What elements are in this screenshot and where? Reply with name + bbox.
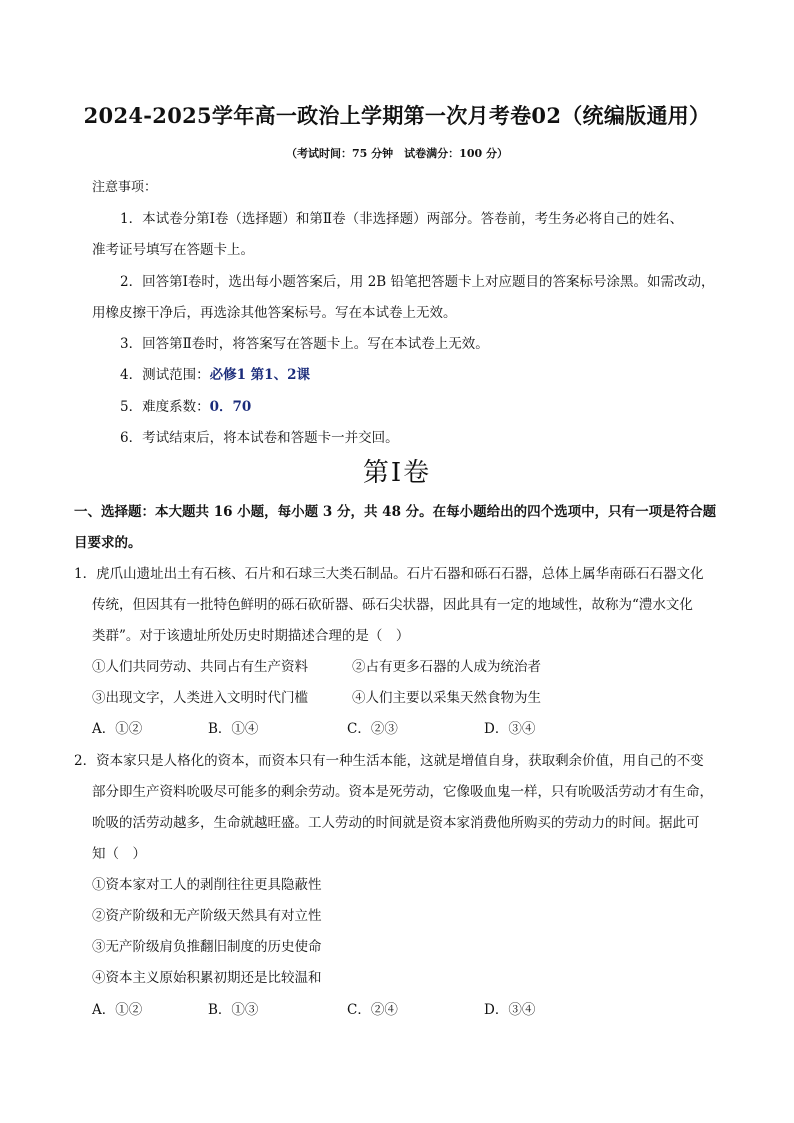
notice-heading: 注意事项：: [92, 180, 158, 195]
section-title: 第Ⅰ卷: [362, 458, 432, 488]
notice-item-4: [120, 363, 310, 383]
question-2-option-4: ④资本主义原始积累初期还是比较温和: [92, 970, 322, 986]
notice-item-2: 2．回答第Ⅰ卷时，选出每小题答案后，用 2B 铅笔把答题卡上对应题目的答案标号涂黑。如需改动，: [120, 274, 715, 290]
question-1-stem: 1．虎爪山遗址出土有石核、石片和石球三大类石制品。石片石器和砾石石器，总体上属华南砾石石器文化: [74, 566, 704, 582]
question-2-choice-d: D．③④: [484, 1002, 536, 1018]
question-1-option-3: ③出现文字，人类进入文明时代门槛: [92, 690, 308, 706]
question-1-stem-line3: 类群”。对于该遗址所处历史时期描述合理的是（ ）: [92, 628, 410, 644]
notice-item-1-cont: 准考证号填写在答题卡上。: [92, 242, 254, 258]
notice-item-5: [120, 395, 251, 415]
question-1-choice-c: C．②③: [347, 721, 398, 737]
exam-title: 2024-2025学年高一政治上学期第一次月考卷02（统编版通用）: [83, 103, 711, 128]
question-2-option-3: ③无产阶级肩负推翻旧制度的历史使命: [92, 939, 322, 955]
part-instructions-cont: 目要求的。: [74, 535, 142, 551]
question-2-stem-line4: 知（ ）: [92, 846, 146, 862]
notice-item-4-label: 4．测试范围：: [120, 367, 210, 383]
notice-item-5-label: 5．难度系数：: [120, 399, 210, 415]
question-1-option-2: ②占有更多石器的人成为统治者: [352, 659, 541, 675]
difficulty-value: 0．70: [209, 399, 252, 415]
notice-item-6: 6．考试结束后，将本试卷和答题卡一并交回。: [120, 430, 399, 446]
question-2-option-2: ②资产阶级和无产阶级天然具有对立性: [92, 908, 322, 924]
question-1-choice-a: A．①②: [92, 721, 143, 737]
question-2-choice-a: A．①②: [92, 1002, 143, 1018]
question-1-choice-b: B．①④: [208, 721, 259, 737]
question-2-choice-b: B．①③: [208, 1002, 259, 1018]
question-1-choice-d: D．③④: [484, 721, 536, 737]
exam-subtitle: （考试时间：75 分钟 试卷满分：100 分）: [286, 147, 508, 160]
part-instructions: 一、选择题：本大题共 16 小题，每小题 3 分，共 48 分。在每小题给出的四个选项中，只有一项是符合题: [74, 504, 717, 520]
question-1-option-1: ①人们共同劳动、共同占有生产资料: [92, 659, 308, 675]
notice-item-1: 1．本试卷分第Ⅰ卷（选择题）和第Ⅱ卷（非选择题）两部分。答卷前，考生务必将自己的姓名、: [120, 211, 684, 227]
question-2-stem-line3: 吮吸的活劳动越多，生命就越旺盛。工人劳动的时间就是资本家消费他所购买的劳动力的时间。据此可: [92, 815, 700, 831]
question-1-option-4: ④人们主要以采集天然食物为生: [352, 690, 541, 706]
test-scope-value: 必修1 第1、2课: [209, 367, 310, 383]
question-2-option-1: ①资本家对工人的剥削往往更具隐蔽性: [92, 877, 322, 893]
question-1-stem-line2: 传统，但因其有一批特色鲜明的砾石砍斫器、砾石尖状器，因此具有一定的地域性，故称为“澧水文化: [92, 597, 693, 613]
question-2-choice-c: C．②④: [347, 1002, 398, 1018]
notice-item-2-cont: 用橡皮擦干净后，再选涂其他答案标号。写在本试卷上无效。: [92, 305, 457, 321]
notice-item-3: 3．回答第Ⅱ卷时，将答案写在答题卡上。写在本试卷上无效。: [120, 336, 489, 352]
question-2-stem-line2: 部分即生产资料吮吸尽可能多的剩余劳动。资本是死劳动，它像吸血鬼一样，只有吮吸活劳动才有生命，: [92, 784, 713, 800]
question-2-stem: 2．资本家只是人格化的资本，而资本只有一种生活本能，这就是增值自身，获取剩余价值，用自己的不变: [74, 753, 704, 769]
